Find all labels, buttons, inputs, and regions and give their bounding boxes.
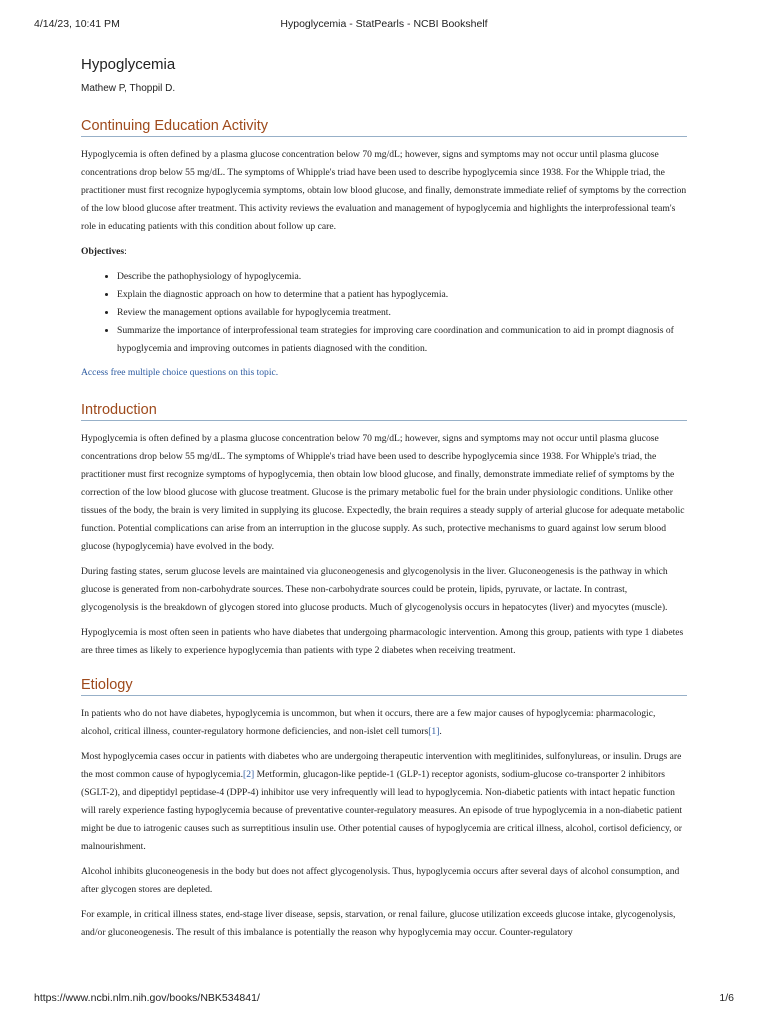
- objectives-colon: :: [124, 246, 127, 257]
- print-footer: [34, 992, 734, 1006]
- article-content: [81, 56, 687, 949]
- objectives-list: [81, 268, 687, 358]
- citation-link-2[interactable]: [2]: [243, 769, 255, 780]
- etiology-p1-end: .: [439, 726, 442, 737]
- citation-link-1[interactable]: [1]: [428, 726, 440, 737]
- objectives-line: [81, 243, 687, 261]
- print-page-title: Hypoglycemia - StatPearls - NCBI Bookshelf: [280, 18, 488, 30]
- intro-paragraph-3: Hypoglycemia is most often seen in patients who have diabetes that undergoing pharmacologic intervention. Among this group, patients with type 1 diabetes are three times as likely to experience hypoglycemia than patients with type 2 diabetes when receiving treatment.: [81, 627, 684, 656]
- etiology-p1-text: In patients who do not have diabetes, hypoglycemia is uncommon, but when it occurs, there are a few major causes of hypoglycemia: pharmacologic, alcohol, critical illness, counter-regulatory hormone deficiencies, and non-islet cell tumors: [81, 708, 656, 737]
- objective-item: • Summarize the importance of interprofessional team strategies for improving care coordination and communication to aid in prompt diagnosis of hypoglycemia and improving outcomes in patients diagnosed with the condition.: [117, 322, 687, 358]
- section-heading-continuing-education: Continuing Education Activity: [81, 118, 687, 137]
- etiology-p2-text-b: Metformin, glucagon-like peptide-1 (GLP-1) receptor agonists, sodium-glucose co-transporter 2 inhibitors (SGLT-2), and dipeptidyl peptidase-4 (DPP-4) inhibitor use very infrequently will lead to hypoglycemia. Non-diabetic patients with intact hepatic function will rarely experience fasting hypoglycemia because of preventative counter-regulatory measures. An episode of true hypoglycemia in a non-diabetic patient might be due to iatrogenic causes such as surreptitious insulin use. Other potential causes of hypoglycemia are critical illness, alcohol, cortisol deficiency, or malnourishment.: [81, 769, 683, 852]
- ce-paragraph: Hypoglycemia is often defined by a plasma glucose concentration below 70 mg/dL; however, signs and symptoms may not occur until plasma glucose concentrations drop below 55 mg/dL. The symptoms of Whipple's triad have been used to describe hypoglycemia since 1938. For the Whipple triad, the practitioner must first recognize hypoglycemia symptoms, obtain low blood glucose, and finally, demonstrate immediate relief of symptoms by the correction of the low blood glucose after treatment. This activity reviews the evaluation and management of hypoglycemia and highlights the interprofessional team's role in educating patients with this condition about follow up care.: [81, 149, 687, 232]
- print-page-number: 1/6: [719, 992, 734, 1004]
- intro-paragraph-2: During fasting states, serum glucose levels are maintained via gluconeogenesis and glycogenolysis in the liver. Gluconeogenesis is the pathway in which glucose is generated from non-carbohydrate sources. These non-carbohydrate sources could be protein, lipids, pyruvate, or lactate. In contrast, glycogenolysis is the breakdown of glycogen stored into glucose products. Much of glycogenolysis occurs in hepatocytes (liver) and myocytes (muscle).: [81, 566, 668, 613]
- objectives-label: Objectives: [81, 246, 125, 257]
- objective-item: • Explain the diagnostic approach on how to determine that a patient has hypoglycemia.: [117, 286, 687, 304]
- intro-paragraph-1: Hypoglycemia is often defined by a plasma glucose concentration below 70 mg/dL; however, signs and symptoms may not occur until plasma glucose concentrations drop below 55 mg/dL. The symptoms of Whipple's triad have been used to describe hypoglycemia since 1938. For Whipple's triad, the practitioner must first recognize symptoms of hypoglycemia, then obtain low blood glucose, and finally, demonstrate immediate relief of symptoms by the correction of the low blood glucose with glucose treatment. Glucose is the primary metabolic fuel for the brain under physiologic conditions. Unlike other tissues of the body, the brain is very limited in supplying its glucose. Expectedly, the brain requires a steady supply of arterial glucose for adequate metabolic function. Potential complications can arise from an interruption in the glucose supply. As such, protective mechanisms to guard against low serum blood glucose (hypoglycemia) have evolved in the body.: [81, 433, 685, 552]
- objective-item: • Describe the pathophysiology of hypoglycemia.: [117, 268, 687, 286]
- etiology-paragraph-2: [81, 748, 687, 856]
- article-title: Hypoglycemia: [81, 56, 176, 73]
- section-heading-introduction: Introduction: [81, 402, 687, 421]
- section-heading-etiology: Etiology: [81, 677, 687, 696]
- print-datetime: 4/14/23, 10:41 PM: [34, 18, 120, 30]
- etiology-p2-text-a: Most hypoglycemia cases occur in patients with diabetes who are undergoing therapeutic intervention with meglitinides, sulfonylureas, or insulin. Drugs are the most common cause of hypoglycemia.: [81, 751, 682, 780]
- etiology-paragraph-1: [81, 705, 687, 741]
- print-header: [34, 18, 734, 32]
- etiology-paragraph-4: For example, in critical illness states, end-stage liver disease, sepsis, starvation, or renal failure, glucose utilization exceeds glucose intake, glycogenolysis, and/or gluconeogenesis. The result of this imbalance is potentially the reason why hypoglycemia may occur. Counter-regulatory: [81, 909, 676, 938]
- print-url: https://www.ncbi.nlm.nih.gov/books/NBK534841/: [34, 992, 260, 1004]
- mcq-link[interactable]: Access free multiple choice questions on this topic.: [81, 367, 279, 378]
- etiology-paragraph-3: Alcohol inhibits gluconeogenesis in the body but does not affect glycogenolysis. Thus, hypoglycemia occurs after several days of alcohol consumption, and after glycogen stores are depleted.: [81, 866, 680, 895]
- mcq-link-paragraph: [81, 364, 687, 382]
- objective-item: • Review the management options available for hypoglycemia treatment.: [117, 304, 687, 322]
- article-authors: Mathew P, Thoppil D.: [81, 83, 176, 94]
